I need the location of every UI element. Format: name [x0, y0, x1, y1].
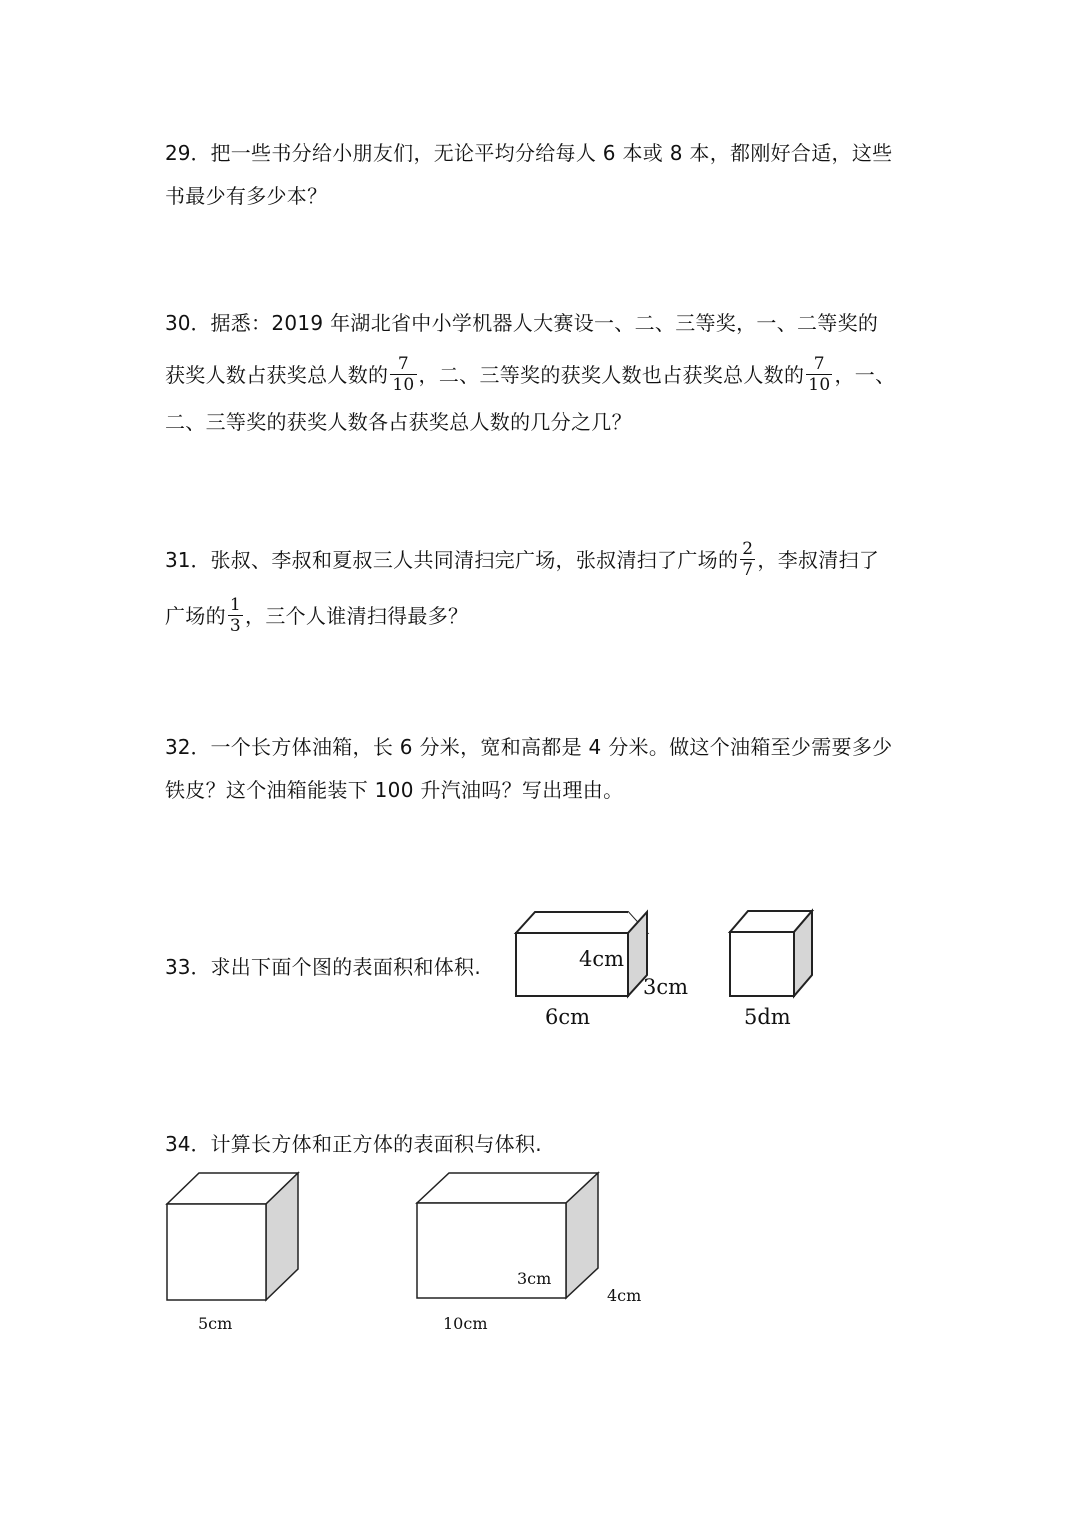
q30-line2: [165, 354, 896, 396]
q34-number: 34．: [165, 1132, 211, 1156]
q30-frac1-denominator: 10: [392, 375, 415, 395]
q30-text-line2b: ，二、三等奖的获奖人数也占获奖总人数的: [418, 363, 805, 387]
q33-cube-figure: [720, 900, 830, 1040]
q32-number: 32．: [165, 735, 211, 759]
q34-text: 计算长方体和正方体的表面积与体积.: [210, 1132, 542, 1156]
q29-line2: 书最少有多少本？: [165, 184, 328, 208]
q34-cube-figure: [160, 1165, 310, 1340]
q31-text-line1a: 张叔、李叔和夏叔三人共同清扫完广场，张叔清扫了广场的: [210, 548, 739, 572]
q33-cuboid-figure: [500, 900, 700, 1040]
q29-line1: [165, 139, 892, 167]
q34-line: [165, 1130, 542, 1158]
q32-line2: 铁皮？这个油箱能装下 100 升汽油吗？写出理由。: [165, 778, 624, 802]
q30-text-line1: 据悉：2019 年湖北省中小学机器人大赛设一、二、三等奖，一、二等奖的: [210, 311, 879, 335]
q34-cuboid-width-label: 4cm: [607, 1286, 642, 1305]
cube-front-face: [730, 932, 794, 996]
q30-line1: [165, 309, 878, 337]
q34-cuboid-figure: [410, 1165, 650, 1340]
q33-cuboid-height-label: 4cm: [579, 947, 625, 971]
q31-line1: [165, 539, 880, 581]
q30-fraction-2: [806, 355, 832, 394]
q29-text-line1: 把一些书分给小朋友们，无论平均分给每人 6 本或 8 本，都刚好合适，这些: [210, 141, 893, 165]
q29-number: 29．: [165, 141, 211, 165]
q33-text: 求出下面个图的表面积和体积.: [210, 955, 482, 979]
q31-number: 31．: [165, 548, 211, 572]
q34-cuboid-height-label: 3cm: [517, 1269, 552, 1288]
cuboid-top-face: [516, 912, 647, 933]
q31-text-line2b: ，三个人谁清扫得最多？: [245, 604, 469, 628]
q30-frac1-numerator: 7: [397, 354, 409, 374]
q33-number: 33．: [165, 955, 211, 979]
q31-fraction-2: [228, 596, 243, 635]
q30-text-line2a: 获奖人数占获奖总人数的: [165, 363, 389, 387]
q30-frac2-denominator: 10: [808, 375, 831, 395]
q33-cuboid-length-label: 6cm: [545, 1005, 591, 1029]
q31-fraction-1: [740, 540, 755, 579]
q32-text-line1: 一个长方体油箱，长 6 分米，宽和高都是 4 分米。做这个油箱至少需要多少: [210, 735, 893, 759]
q33-cuboid-width-label: 3cm: [643, 975, 689, 999]
q31-frac2-denominator: 3: [229, 616, 242, 636]
q31-frac1-numerator: 2: [742, 539, 754, 559]
q31-frac2-numerator: 1: [229, 595, 242, 615]
q31-text-line2a: 广场的: [165, 604, 226, 628]
q30-frac2-numerator: 7: [813, 354, 825, 374]
q34-cuboid-length-label: 10cm: [443, 1314, 488, 1333]
q30-line3: 二、三等奖的获奖人数各占获奖总人数的几分之几？: [165, 410, 632, 434]
q33-line: [165, 953, 481, 981]
q32-line1: [165, 733, 892, 761]
q34-cube-edge-label: 5cm: [198, 1314, 233, 1333]
q30-text-line2c: ，一、: [834, 363, 896, 387]
q30-number: 30．: [165, 311, 211, 335]
q31-line2: [165, 595, 469, 637]
cube-front-face: [167, 1204, 266, 1300]
q31-text-line1b: ，李叔清扫了: [757, 548, 880, 572]
q31-frac1-denominator: 7: [742, 560, 754, 580]
q33-cube-edge-label: 5dm: [744, 1005, 791, 1029]
q30-fraction-1: [390, 355, 416, 394]
